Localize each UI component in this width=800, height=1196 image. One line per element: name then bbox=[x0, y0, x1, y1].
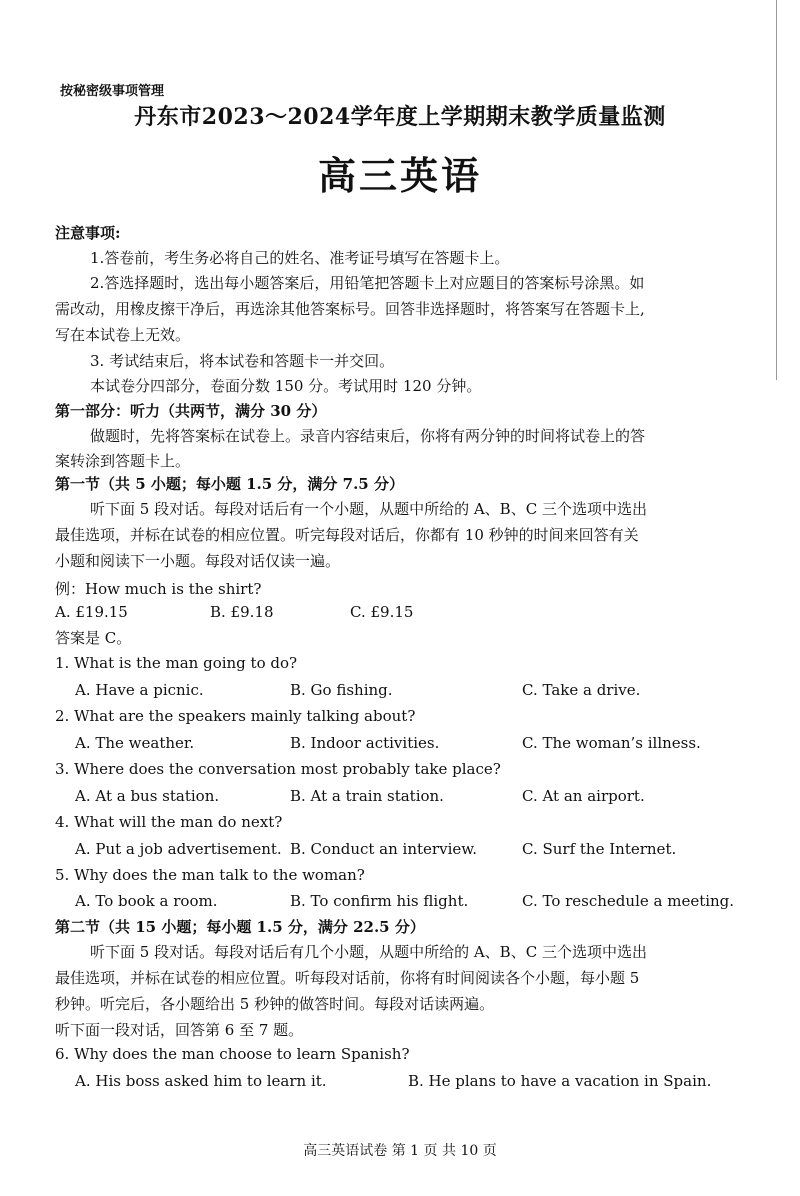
section1-heading: 第一节（共 5 小题；每小题 1.5 分，满分 7.5 分） bbox=[55, 475, 404, 493]
q2-option-a: A. The weather. bbox=[75, 734, 195, 752]
q4-option-c: C. Surf the Internet. bbox=[522, 840, 677, 858]
q1-option-b: B. Go fishing. bbox=[290, 681, 393, 699]
section1-desc-line1: 听下面 5 段对话。每段对话后有一个小题，从题中所给的 A、B、C 三个选项中选出 bbox=[90, 500, 647, 518]
page-footer: 高三英语试卷 第 1 页 共 10 页 bbox=[303, 1143, 497, 1159]
example-option-a: A. £19.15 bbox=[55, 603, 128, 621]
notice-item-3: 3. 考试结束后，将本试卷和答题卡一并交回。 bbox=[90, 352, 395, 370]
section2-desc-line2: 最佳选项，并标在试卷的相应位置。听每段对话前，你将有时间阅读各个小题，每小题 5 bbox=[55, 969, 640, 987]
q5-option-a: A. To book a room. bbox=[75, 892, 218, 910]
notice-heading: 注意事项: bbox=[55, 224, 121, 242]
q5-option-b: B. To confirm his flight. bbox=[290, 892, 469, 910]
question-3: 3. Where does the conversation most probably take place? bbox=[55, 760, 501, 778]
q3-option-a: A. At a bus station. bbox=[75, 787, 220, 805]
secret-mark: 按秘密级事项管理 bbox=[60, 84, 165, 99]
section2-intro: 听下面一段对话，回答第 6 至 7 题。 bbox=[55, 1021, 304, 1039]
question-6: 6. Why does the man choose to learn Spanish? bbox=[55, 1045, 410, 1063]
question-1: 1. What is the man going to do? bbox=[55, 654, 298, 672]
q2-option-c: C. The woman’s illness. bbox=[522, 734, 701, 752]
section2-heading: 第二节（共 15 小题；每小题 1.5 分，满分 22.5 分） bbox=[55, 918, 425, 936]
section2-desc-line3: 秒钟。听完后，各小题给出 5 秒钟的做答时间。每段对话读两遍。 bbox=[55, 995, 495, 1013]
question-2: 2. What are the speakers mainly talking about? bbox=[55, 707, 416, 725]
notice-item-2-line2: 需改动，用橡皮擦干净后，再选涂其他答案标号。回答非选择题时，将答案写在答题卡上, bbox=[55, 300, 645, 318]
exam-title: 丹东市2023～2024学年度上学期期末教学质量监测 bbox=[134, 104, 666, 130]
part1-desc-line2: 案转涂到答题卡上。 bbox=[55, 452, 191, 470]
notice-item-2-line3: 写在本试卷上无效。 bbox=[55, 326, 191, 344]
question-5: 5. Why does the man talk to the woman? bbox=[55, 866, 365, 884]
q6-option-a: A. His boss asked him to learn it. bbox=[75, 1072, 327, 1090]
part1-desc-line1: 做题时，先将答案标在试卷上。录音内容结束后，你将有两分钟的时间将试卷上的答 bbox=[90, 427, 646, 445]
q1-option-a: A. Have a picnic. bbox=[75, 681, 204, 699]
q3-option-b: B. At a train station. bbox=[290, 787, 444, 805]
q5-option-c: C. To reschedule a meeting. bbox=[522, 892, 735, 910]
q3-option-c: C. At an airport. bbox=[522, 787, 645, 805]
q4-option-a: A. Put a job advertisement. bbox=[75, 840, 282, 858]
section2-desc-line1: 听下面 5 段对话。每段对话后有几个小题，从题中所给的 A、B、C 三个选项中选出 bbox=[90, 943, 647, 961]
example-question: 例：How much is the shirt? bbox=[55, 580, 262, 598]
q2-option-b: B. Indoor activities. bbox=[290, 734, 440, 752]
notice-item-4: 本试卷分四部分，卷面分数 150 分。考试用时 120 分钟。 bbox=[90, 377, 482, 395]
exam-subtitle: 高三英语 bbox=[317, 153, 482, 198]
section1-desc-line2: 最佳选项，并标在试卷的相应位置。听完每段对话后，你都有 10 秒钟的时间来回答有关 bbox=[55, 526, 639, 544]
question-4: 4. What will the man do next? bbox=[55, 813, 283, 831]
notice-item-1: 1.答卷前，考生务必将自己的姓名、准考证号填写在答题卡上。 bbox=[90, 249, 510, 267]
q1-option-c: C. Take a drive. bbox=[522, 681, 641, 699]
notice-item-2-line1: 2.答选择题时，选出每小题答案后，用铅笔把答题卡上对应题目的答案标号涂黑。如 bbox=[90, 274, 645, 292]
part1-heading: 第一部分：听力（共两节，满分 30 分） bbox=[55, 402, 327, 420]
section1-desc-line3: 小题和阅读下一小题。每段对话仅读一遍。 bbox=[55, 552, 341, 570]
example-option-c: C. £9.15 bbox=[350, 603, 414, 621]
example-answer: 答案是 C。 bbox=[55, 629, 132, 647]
example-option-b: B. £9.18 bbox=[210, 603, 274, 621]
q6-option-b: B. He plans to have a vacation in Spain. bbox=[408, 1072, 712, 1090]
q4-option-b: B. Conduct an interview. bbox=[290, 840, 478, 858]
